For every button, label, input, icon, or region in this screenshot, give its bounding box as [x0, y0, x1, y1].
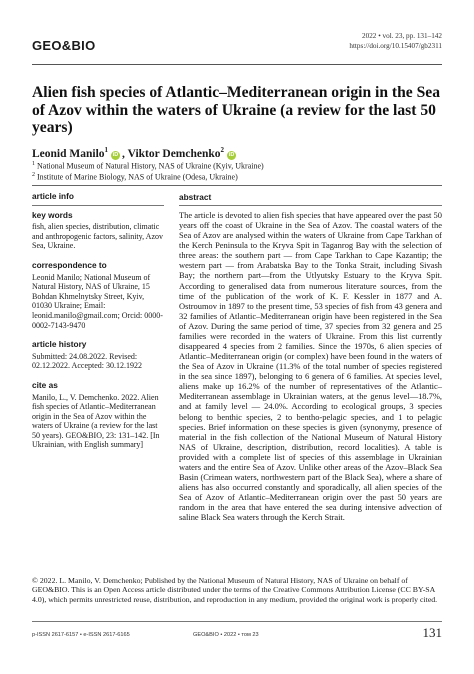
section-divider [32, 185, 442, 186]
author-line: Leonid Manilo$^1$iD , Viktor Demchenko$^2$iD [32, 146, 235, 160]
abstract-column [179, 192, 442, 522]
abstract-divider [179, 205, 442, 206]
journal-logo: GEO&BIO [32, 38, 96, 53]
correspondence-heading: correspondence to [32, 259, 107, 270]
cite-text: Manilo, L., V. Demchenko. 2022. Alien fish species of Atlantic–Mediterranean origin in the Sea of Azov within the waters of Ukraine (a review for the last 50 years). GEO&BIO, 23: 131–142. [In Ukrainian, with English summary] [32, 392, 160, 450]
info-divider [32, 205, 164, 206]
footer-divider [32, 621, 442, 622]
abstract-text: The article is devoted to alien fish species that have appeared over the past 50 years off the coast of Ukraine in the Sea of Azov. The coastal waters of the Sea of Azov are analysed within the waters of Ukraine from Cape Tarkhan of the Kerch Peninsula to the Kryva Spit in Taganrog Bay with the selection of three areas: the southern part — from Cape Tarkhan to Cape Kazantip; the western part — from Arabatska Bay to the Tonka Strait, including Sivash Bay; the northern part—from the Utlyutsky Estuary to the Kryva Spit. According to generalised data from numerous literature sources, from the time of the publication of the work of K. F. Kessler in 1877 and A. Ostroumov in 1897 to the present time, 53 species of fish from 43 genera and 32 families of Atlantic–Mediterranean origin have been registered in the Sea of Azov. During the same period of time, 37 species from 32 genera and 25 families were recorded in the waters of Ukraine. From this list currently disappeared 4 species from 2 families. Since the 1970s, 6 alien species of Atlantic–Mediterranean origin (or complex) have been found in the waters of the Sea of Azov in Ukraine (11.3% of the total number of species registered in the sea since 1897), belonging to 6 genera of 6 families. At species level, aliens make up 16.2% of the number of representatives of the Atlantic–Mediterranean assemblage in Ukrainian waters, at the genus level—18.7%, and at family level — 24.0%. According to ecological groups, 3 species belong to benthic species, 2 to bentho-pelagic species, and 1 to pelagic species. Brief information on these species is given (synonymy, presence of material in the fish collection of the National Museum of Natural History NAS of Ukraine, description, distribution, record localities). A table is provided with a complete list of species of this assemblage in Ukrainian waters and the entire Sea of Azov. Unlike other areas of the Azov–Black Sea Basin (Crimean waters, northwestern part of the Black Sea), where a share of aliens has also occurred constantly and sporadically, all alien species of the Sea of Azov of Atlantic–Mediterranean origin over the past 50 years are random in the area that have entered the sea during intensive advection of saline Black Sea waters through the Kerch Strait. [179, 210, 442, 523]
abstract-heading: abstract [179, 192, 212, 202]
history-heading: article history [32, 339, 87, 350]
cite-heading: cite as [32, 379, 58, 390]
author-name: Leonid Manilo [32, 147, 105, 160]
orcid-icon[interactable]: iD [112, 151, 119, 158]
article-info-column [32, 192, 164, 460]
journal-footer: GEO&BIO • 2022 • том 23 [193, 632, 259, 638]
article-meta [349, 32, 442, 51]
keywords-text: fish, alien species, distribution, climatic and anthropogenic factors, salinity, Azov Sea, Ukraine. [32, 222, 163, 251]
correspondence-text: Leonid Manilo; National Museum of Natural History, NAS of Ukraine, 15 Bohdan Khmelnytsky Street, Kyiv, 01030 Ukraine; Email: leonid.manilo@gmail.com; Orcid: 0000-0002-7143-9470 [32, 272, 163, 330]
affiliation-item: $^2$ Institute of Marine Biology, NAS of Ukraine (Odesa, Ukraine) [32, 172, 238, 182]
doi-link[interactable]: https://doi.org/10.15407/gb2311 [349, 41, 442, 50]
page-header [32, 28, 442, 62]
volume-line: 2022 • vol. 23, pp. 131–142 [362, 32, 442, 40]
page-number: 131 [422, 625, 442, 640]
header-divider [32, 64, 442, 65]
keywords-block [32, 211, 164, 251]
orcid-icon[interactable]: iD [228, 151, 235, 158]
affiliation-item: $^1$ National Museum of Natural History, NAS of Ukraine (Kyiv, Ukraine) [32, 161, 264, 171]
history-text: Submitted: 24.08.2022. Revised: 02.12.2022. Accepted: 30.12.1922 [32, 351, 142, 371]
article-info-heading: article info [32, 191, 74, 201]
keywords-heading: key words [32, 209, 73, 220]
copyright-notice: © 2022. L. Manilo, V. Demchenko; Published by the National Museum of Natural History, NAS of Ukraine on behalf of GEO&BIO. This is an Open Access article distributed under the terms of the Creative Commons Attribution License (CC BY-SA 4.0), which permits unrestricted reuse, distribution, and reproduction in any medium, provided the original work is properly cited. [32, 576, 438, 604]
issn-line: p-ISSN 2617-6157 • e-ISSN 2617-6165 [32, 632, 130, 638]
affiliations [32, 160, 264, 183]
article-title: Alien fish species of Atlantic–Mediterranean origin in the Sea of Azov within the waters of Ukraine (a review for the last 50 years) [32, 84, 441, 136]
author-affil-sup: 1 [104, 146, 109, 154]
history-block [32, 340, 164, 371]
author-affil-sup: 2 [220, 146, 225, 154]
author-name: Viktor Demchenko [127, 147, 221, 160]
cite-block [32, 381, 164, 450]
correspondence-block [32, 261, 164, 330]
